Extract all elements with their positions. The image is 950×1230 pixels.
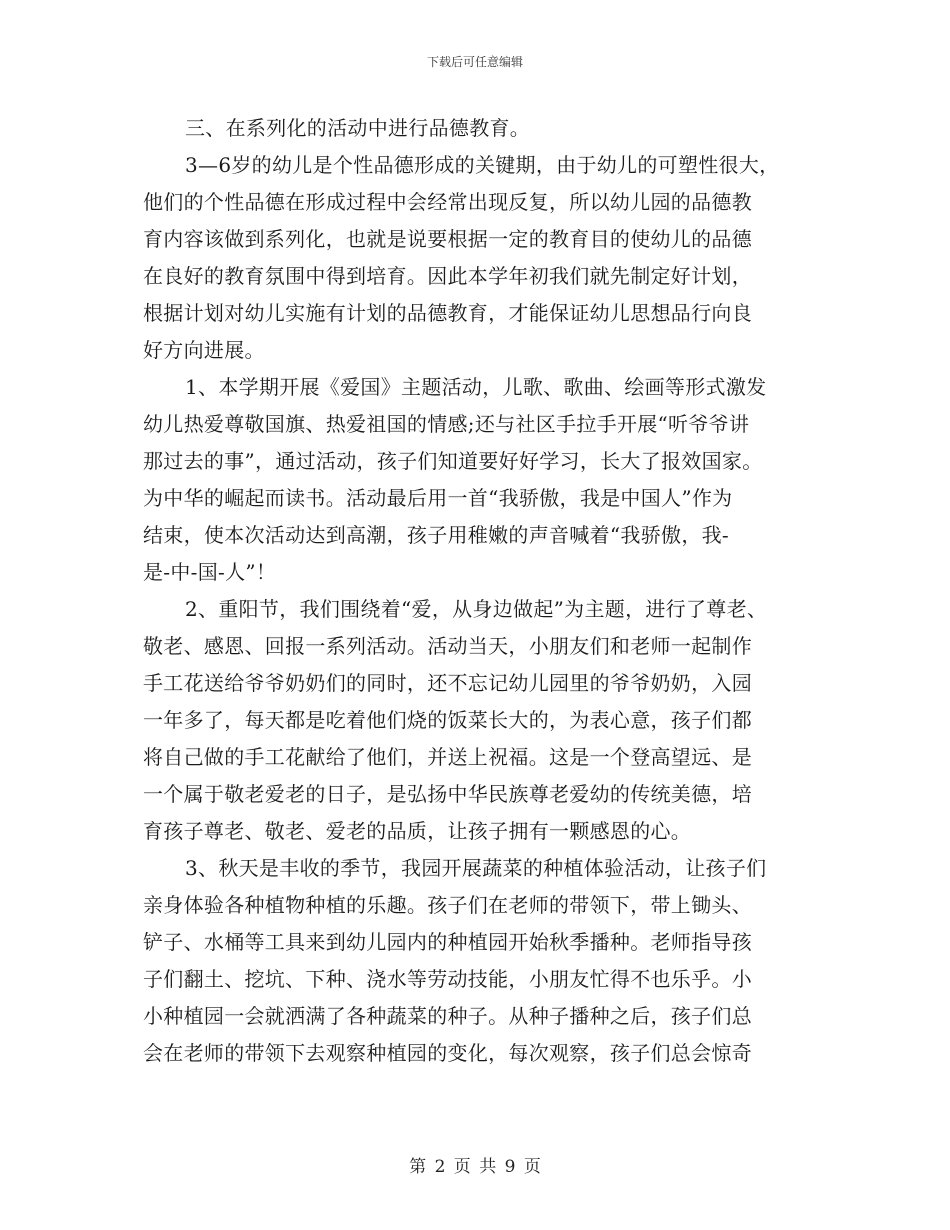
header-note: 下载后可任意编辑	[426, 55, 523, 69]
text-line: 手工花送给爷爷奶奶们的同时，还不忘记幼儿园里的爷爷奶奶，入园	[143, 671, 752, 695]
text-line: 他们的个性品德在形成过程中会经常出现反复，所以幼儿园的品德教	[143, 190, 752, 214]
page-number-footer: 第 2 页 共 9 页	[409, 1157, 541, 1177]
text-line: 铲子、水桶等工具来到幼儿园内的种植园开始秋季播种。老师指导孩	[143, 930, 752, 954]
text-line: 3、秋天是丰收的季节，我园开展蔬菜的种植体验活动，让孩子们	[185, 856, 767, 880]
text-line: 幼儿热爱尊敬国旗、热爱祖国的情感;还与社区手拉手开展“听爷爷讲	[143, 412, 750, 436]
text-line: 一个属于敬老爱老的日子，是弘扬中华民族尊老爱幼的传统美德，培	[143, 782, 752, 806]
text-line: 3—6岁的幼儿是个性品德形成的关键期，由于幼儿的可塑性很大，	[185, 153, 780, 177]
text-line: 那过去的事”，通过活动，孩子们知道要好好学习，长大了报效国家。	[143, 449, 763, 473]
text-line: 将自己做的手工花献给了他们，并送上祝福。这是一个登高望远、是	[143, 745, 752, 769]
text-line: 2、重阳节，我们围绕着“爱，从身边做起”为主题，进行了尊老、	[185, 597, 768, 621]
text-line: 结束，使本次活动达到高潮，孩子用稚嫩的声音喊着“我骄傲，我-	[143, 523, 729, 547]
text-line: 亲身体验各种植物种植的乐趣。孩子们在老师的带领下，带上锄头、	[143, 893, 752, 917]
text-line: 子们翻土、挖坑、下种、浇水等劳动技能，小朋友忙得不也乐乎。小	[143, 967, 752, 991]
text-line: 会在老师的带领下去观察种植园的变化，每次观察，孩子们总会惊奇	[143, 1041, 752, 1065]
text-line: 三、在系列化的活动中进行品德教育。	[185, 116, 531, 140]
text-line: 敬老、感恩、回报一系列活动。活动当天，小朋友们和老师一起制作	[143, 634, 752, 658]
text-line: 育孩子尊老、敬老、爱老的品质，让孩子拥有一颗感恩的心。	[143, 819, 692, 843]
text-line: 一年多了，每天都是吃着他们烧的饭菜长大的，为表心意，孩子们都	[143, 708, 752, 732]
text-line: 为中华的崛起而读书。活动最后用一首“我骄傲，我是中国人”作为	[143, 486, 733, 510]
text-line: 育内容该做到系列化，也就是说要根据一定的教育目的使幼儿的品德	[143, 227, 752, 251]
text-line: 在良好的教育氛围中得到培育。因此本学年初我们就先制定好计划，	[143, 264, 752, 288]
text-line: 是-中-国-人”！	[143, 560, 277, 584]
text-line: 根据计划对幼儿实施有计划的品德教育，才能保证幼儿思想品行向良	[143, 301, 752, 325]
document-body	[143, 110, 818, 1072]
text-line: 好方向进展。	[143, 338, 265, 362]
text-line: 1、本学期开展《爱国》主题活动，儿歌、歌曲、绘画等形式激发	[185, 375, 767, 399]
text-line: 小种植园一会就洒满了各种蔬菜的种子。从种子播种之后，孩子们总	[143, 1004, 752, 1028]
